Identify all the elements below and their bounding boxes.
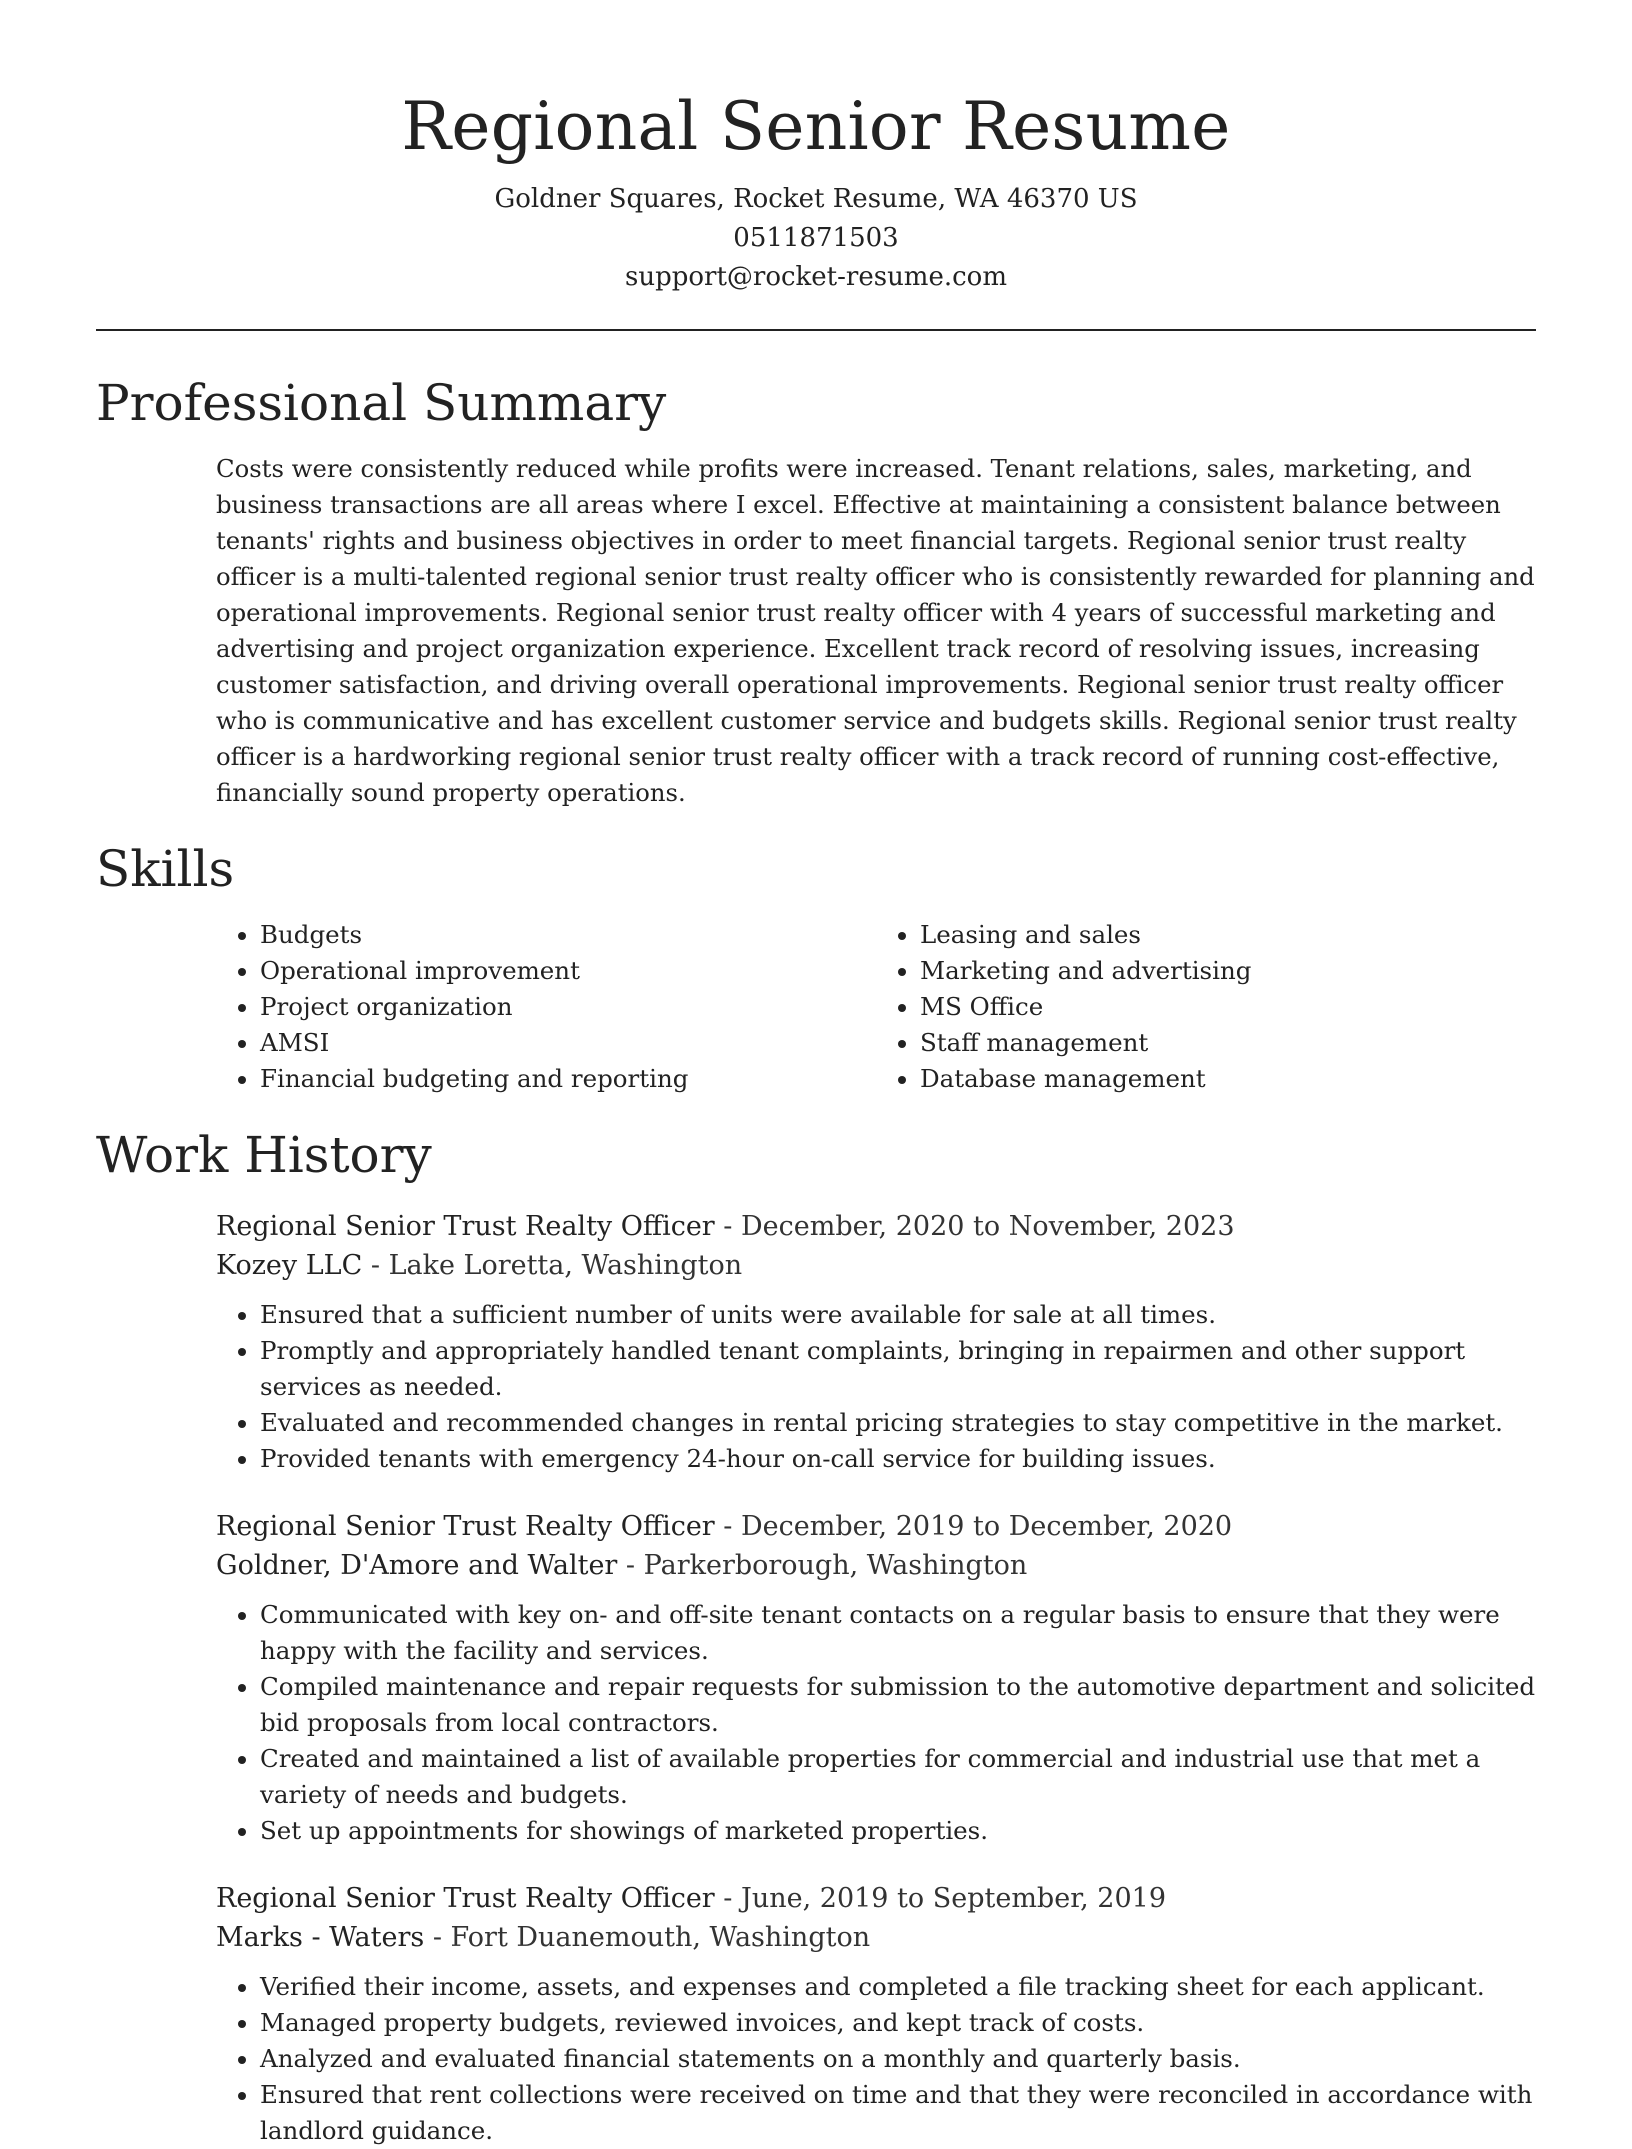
job-dates: December, 2019 to December, 2020 [741,1511,1233,1542]
job-title-line [216,1207,1536,1246]
job-separator: - [617,1550,644,1581]
job-separator: - [424,1922,451,1953]
job-bullet: • Set up appointments for showings of marketed properties. [260,1813,1536,1849]
skills-column-left [216,917,876,1097]
job-entry [216,1879,1536,2149]
job-bullet: • Compiled maintenance and repair requests for submission to the automotive department and solicited bid proposals from local contractors. [260,1669,1536,1741]
contact-address: Goldner Squares, Rocket Resume, WA 46370 US [494,184,1138,214]
job-bullet: • Evaluated and recommended changes in rental pricing strategies to stay competitive in the market. [260,1405,1536,1441]
resume-name: Regional Senior Resume [401,88,1231,165]
skill-item: • Leasing and sales [920,917,1536,953]
job-bullet: • Promptly and appropriately handled tenant complaints, bringing in repairmen and other support services as needed. [260,1333,1536,1405]
job-company: Kozey LLC [216,1250,363,1281]
job-company-line [216,1918,1536,1957]
skills-column-right [876,917,1536,1097]
job-bullet: • Analyzed and evaluated financial statements on a monthly and quarterly basis. [260,2041,1536,2077]
contact-info [96,180,1536,297]
job-location: Lake Loretta, Washington [388,1250,743,1281]
skill-item: • Operational improvement [260,953,876,989]
job-dates: June, 2019 to September, 2019 [741,1883,1167,1914]
job-bullet: • Ensured that a sufficient number of units were available for sale at all times. [260,1297,1536,1333]
job-bullet: • Ensured that rent collections were received on time and that they were reconciled in accordance with landlord guidance. [260,2077,1536,2149]
skill-item: • Financial budgeting and reporting [260,1061,876,1097]
job-separator: - [714,1511,742,1542]
resume-page [96,0,1536,2149]
summary-text: Costs were consistently reduced while profits were increased. Tenant relations, sales, marketing, and business transactions are all areas where I excel. Effective at maintaining a consistent balance between tenants' rights and business objectives in order to meet financial targets. Regional senior trust realty officer is a multi-talented regional senior trust realty officer who is consistently rewarded for planning and operational improvements. Regional senior trust realty officer with 4 years of successful marketing and advertising and project organization experience. Excellent track record of resolving issues, increasing customer satisfaction, and driving overall operational improvements. Regional senior trust realty officer who is communicative and has excellent customer service and budgets skills. Regional senior trust realty officer is a hardworking regional senior trust realty officer with a track record of running cost-effective, financially sound property operations. [216,454,1535,807]
section-title-skills: Skills [96,840,235,898]
job-bullet: • Communicated with key on- and off-site tenant contacts on a regular basis to ensure that they were happy with the facility and services. [260,1597,1536,1669]
contact-email: support@rocket-resume.com [624,262,1007,292]
skill-item: • Database management [920,1061,1536,1097]
resume-header [96,0,1536,297]
job-entry [216,1207,1536,1477]
job-location: Fort Duanemouth, Washington [450,1922,871,1953]
skill-item: • AMSI [260,1025,876,1061]
job-bullet: • Verified their income, assets, and expenses and completed a file tracking sheet for each applicant. [260,1969,1536,2005]
job-bullets [216,1969,1536,2149]
job-company: Marks - Waters [216,1922,425,1953]
job-bullet: • Managed property budgets, reviewed invoices, and kept track of costs. [260,2005,1536,2041]
job-bullets [216,1597,1536,1849]
section-title-work-history: Work History [96,1126,432,1184]
skills-list [216,917,1536,1097]
skill-item: • Budgets [260,917,876,953]
job-entry [216,1507,1536,1849]
skill-item: • Project organization [260,989,876,1025]
job-bullet: • Provided tenants with emergency 24-hour on-call service for building issues. [260,1441,1536,1477]
skill-item: • MS Office [920,989,1536,1025]
skill-item: • Staff management [920,1025,1536,1061]
skill-item: • Marketing and advertising [920,953,1536,989]
job-bullet: • Created and maintained a list of available properties for commercial and industrial use that met a variety of needs and budgets. [260,1741,1536,1813]
job-title-line [216,1879,1536,1918]
job-title-line [216,1507,1536,1546]
job-company-line [216,1546,1536,1585]
contact-phone: 0511871503 [733,223,899,253]
job-title: Regional Senior Trust Realty Officer [216,1883,715,1914]
job-company: Goldner, D'Amore and Walter [216,1550,618,1581]
header-divider [96,329,1536,331]
job-separator: - [714,1211,742,1242]
job-location: Parkerborough, Washington [643,1550,1028,1581]
job-dates: December, 2020 to November, 2023 [741,1211,1235,1242]
job-separator: - [714,1883,742,1914]
job-separator: - [362,1250,389,1281]
job-bullets [216,1297,1536,1477]
section-title-summary: Professional Summary [96,374,667,432]
job-title: Regional Senior Trust Realty Officer [216,1511,715,1542]
job-company-line [216,1246,1536,1285]
job-title: Regional Senior Trust Realty Officer [216,1211,715,1242]
